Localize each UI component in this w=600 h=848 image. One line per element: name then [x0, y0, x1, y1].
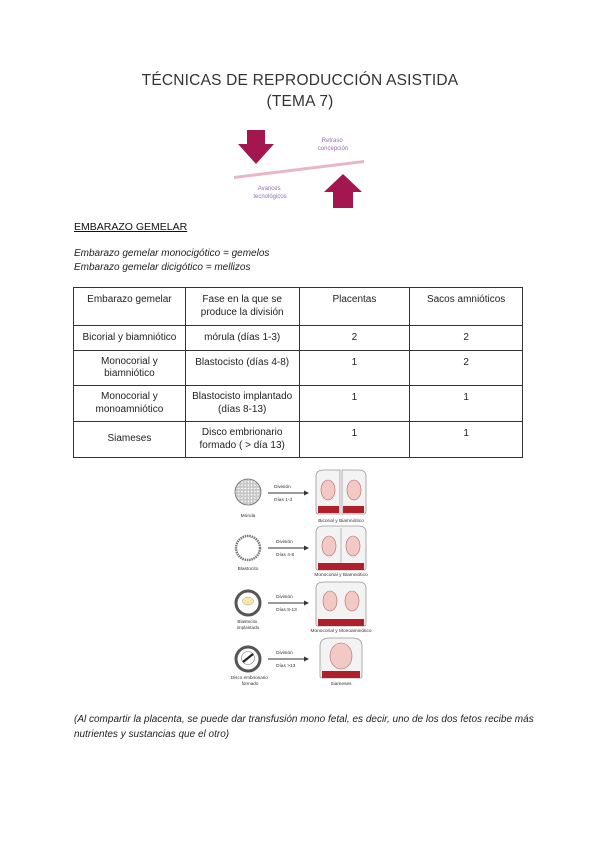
- page-title: [0, 70, 600, 112]
- stage-label: Blastocito implantado: [236, 619, 260, 630]
- arrow-label: Días >13: [276, 664, 296, 669]
- table-row: [74, 386, 523, 422]
- table-cell: 2: [299, 326, 410, 351]
- caption-note: (Al compartir la placenta, se puede dar transfusión mono fetal, es decir, uno de los dos fetos recibe más nutrientes y sustancias que el otro): [74, 714, 534, 740]
- table-cell: Blastocisto (días 4-8): [185, 351, 299, 386]
- svg-text:Mórula: [241, 513, 256, 519]
- table-cell: 1: [299, 351, 410, 386]
- arrow-label: División: [276, 651, 293, 656]
- label-retraso: Retraso: [321, 138, 343, 144]
- table-cell: 2: [410, 351, 523, 386]
- label-concepcion: concepción: [317, 146, 349, 152]
- result-label: Monocorial y Monoamniótico: [310, 629, 372, 634]
- diagram-row-blastocito: [236, 526, 368, 578]
- svg-text:Siameses: [330, 681, 352, 687]
- table-header: Fase en la que se produce la división: [185, 288, 299, 326]
- table-row: [74, 422, 523, 458]
- table-row: [74, 326, 523, 351]
- arrow-label: Días 4-8: [276, 553, 295, 558]
- twin-pregnancy-table: [73, 287, 523, 458]
- twin-division-diagram: [226, 466, 376, 690]
- label-avances: Avances: [257, 186, 281, 192]
- table-header: Embarazo gemelar: [74, 288, 186, 326]
- svg-text:Bicorial y Biamniótico: [318, 518, 364, 524]
- stage-label: Mórula: [240, 514, 256, 519]
- table-header-row: [74, 288, 523, 326]
- morula-icon: [235, 479, 261, 505]
- table-cell: Monocorial y biamniótico: [74, 351, 186, 386]
- arrow-label: División: [276, 595, 293, 600]
- table-header: Placentas: [299, 288, 410, 326]
- arrow-label: División: [276, 540, 293, 545]
- blastocyst-icon: [236, 536, 260, 560]
- title-line-2: (TEMA 7): [266, 93, 334, 110]
- result-label: Monocorial y Biamniótico: [314, 573, 368, 578]
- definition-dicigotico: Embarazo gemelar dicigótico = mellizos: [74, 261, 251, 273]
- stage-label: Blastocito: [237, 567, 259, 572]
- arrow-label: Días 1-3: [274, 498, 293, 503]
- tendency-figure: [230, 128, 370, 216]
- table-row: [74, 351, 523, 386]
- conjoined-twins-icon: [320, 638, 362, 678]
- diagram-row-morula: [235, 470, 366, 524]
- svg-text:Monocorial y Monoamniótico: [310, 628, 371, 634]
- section-heading: EMBARAZO GEMELAR: [74, 221, 188, 233]
- svg-text:Monocorial y Biamniótico: [314, 572, 368, 578]
- table-cell: 1: [410, 422, 523, 458]
- diagram-row-blastocito-implantado: [236, 582, 372, 634]
- twin-sacs-icon: [316, 526, 366, 570]
- arrow-label: Días 8-13: [276, 608, 297, 613]
- result-label: Siameses: [330, 682, 352, 687]
- table-cell: Monocorial y monoamniótico: [74, 386, 186, 422]
- table-cell: mórula (días 1-3): [185, 326, 299, 351]
- result-label: Bicorial y Biamniótico: [318, 519, 364, 524]
- table-cell: 1: [410, 386, 523, 422]
- table-cell: 1: [299, 422, 410, 458]
- arrow-label: División: [274, 485, 291, 490]
- stage-label: Disco embrionario formado: [230, 675, 268, 686]
- table-cell: 2: [410, 326, 523, 351]
- table-cell: Disco embrionario formado ( > día 13): [185, 422, 299, 458]
- table-cell: 1: [299, 386, 410, 422]
- definitions: [74, 247, 269, 274]
- table-cell: Bicorial y biamniótico: [74, 326, 186, 351]
- twin-sacs-icon: [316, 582, 366, 626]
- svg-text:Blastocito: [238, 566, 259, 572]
- label-tecnologicos: tecnológicos: [253, 194, 287, 200]
- definition-monocigotico: Embarazo gemelar monocigótico = gemelos: [74, 248, 270, 259]
- twin-sacs-icon: [316, 470, 366, 514]
- table-header: Sacos amnióticos: [410, 288, 523, 326]
- diagram-row-disco-embrionario: [231, 638, 362, 687]
- table-cell: Siameses: [74, 422, 186, 458]
- table-cell: Blastocisto implantado (días 8-13): [185, 386, 299, 422]
- title-line-1: TÉCNICAS DE REPRODUCCIÓN ASISTIDA: [141, 72, 459, 89]
